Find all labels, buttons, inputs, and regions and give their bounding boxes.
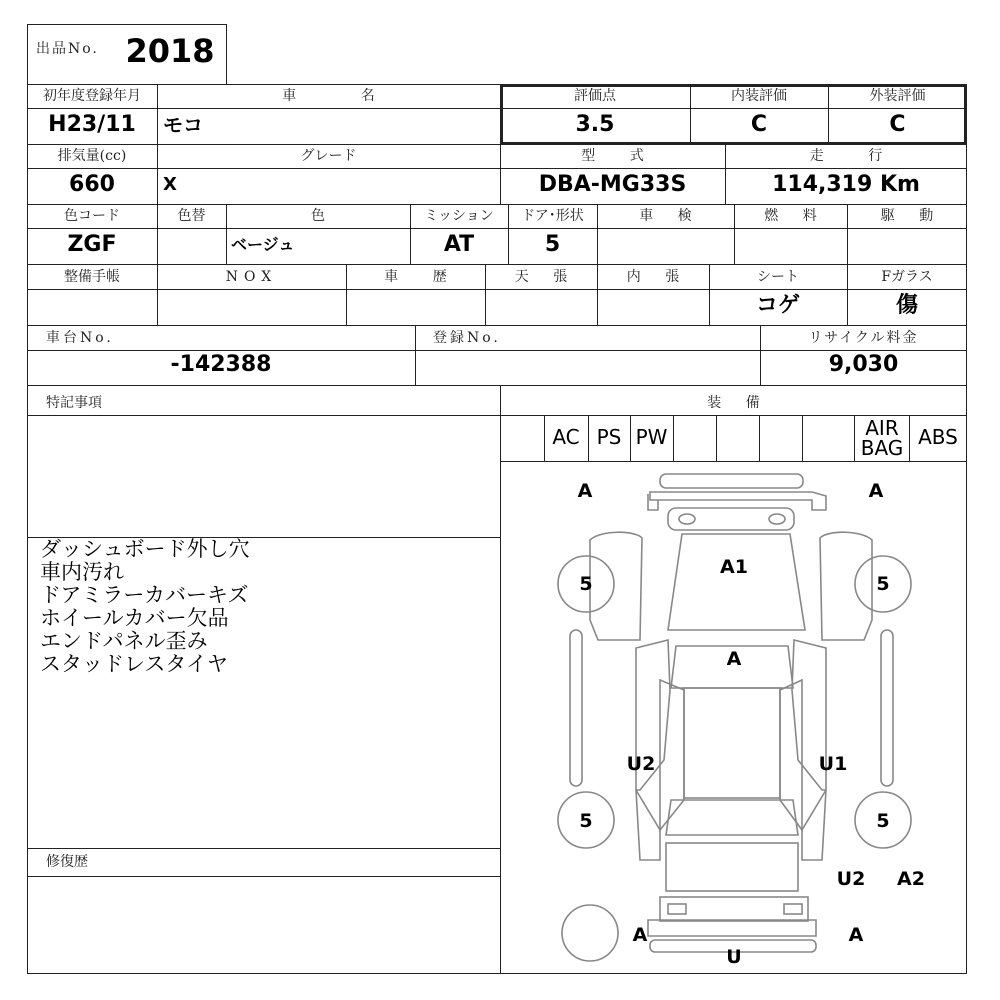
damage-rear-right-corner: A [848, 924, 864, 946]
chassis-no-label: 車台No. [46, 330, 114, 346]
exterior-value: C [889, 112, 906, 137]
lot-label: 出品No. [36, 41, 99, 57]
f-glass-label: Fガラス [881, 269, 933, 285]
note-item: ホイールカバー欠品 [40, 606, 229, 630]
damage-rear-bumper: U [726, 946, 742, 968]
exterior-label: 外装評価 [869, 88, 926, 104]
interior-label: 内装評価 [731, 88, 787, 104]
damage-right-side: U1 [818, 753, 848, 775]
doors-label: ドア･形状 [521, 208, 584, 224]
interior-value: C [750, 112, 768, 137]
special-notes-label: 特記事項 [46, 395, 102, 411]
score-value: 3.5 [575, 112, 615, 137]
tire-rear-left: 5 [579, 810, 593, 832]
note-item: エンドパネル歪み [40, 629, 208, 653]
chassis-no-value: -142388 [170, 352, 272, 377]
equipment-label: 装 備 [707, 395, 760, 411]
color-change-label: 色替 [177, 208, 206, 224]
first-reg-label: 初年度登録年月 [43, 88, 141, 104]
seat-value: コゲ [755, 293, 800, 318]
damage-rear-left-corner: A [632, 924, 648, 946]
tire-rear-right: 5 [876, 810, 890, 832]
fuel-label: 燃 料 [764, 208, 817, 224]
reg-no-label: 登録No. [433, 330, 501, 346]
damage-rear-right-upper: U2 [836, 868, 866, 890]
f-glass-value: 傷 [895, 293, 918, 318]
transmission-value: AT [443, 232, 475, 257]
tire-front-right: 5 [876, 573, 890, 595]
grade-value: X [163, 174, 177, 195]
equipment-ps: PS [596, 425, 622, 449]
damage-windshield: A1 [720, 556, 748, 578]
mileage-value: 114,319 Km [772, 172, 920, 197]
maintenance-label: 整備手帳 [64, 269, 120, 285]
damage-front-left: A [577, 480, 593, 502]
note-item: ドアミラーカバーキズ [40, 583, 249, 607]
recycle-fee-value: 9,030 [828, 352, 899, 377]
color-value: ベージュ [231, 235, 295, 254]
car-name-label: 車 名 [282, 88, 375, 104]
model-type-label: 型 式 [581, 148, 644, 164]
headliner-label: 天 張 [514, 269, 568, 285]
car-name-value: モコ [163, 113, 203, 137]
displacement-label: 排気量(cc) [57, 148, 127, 164]
equipment-airbag: AIR BAG [860, 416, 904, 460]
displacement-value: 660 [69, 172, 115, 197]
mileage-label: 走 行 [809, 148, 883, 164]
score-label: 評価点 [574, 88, 616, 104]
interior-trim-label: 内 張 [626, 269, 680, 285]
transmission-label: ミッション [424, 208, 494, 224]
equipment-abs: ABS [918, 425, 958, 449]
model-type-value: DBA-MG33S [538, 172, 687, 197]
first-reg-value: H23/11 [48, 112, 136, 137]
equipment-ac: AC [552, 425, 580, 449]
color-label: 色 [311, 208, 325, 224]
damage-front-right: A [868, 480, 884, 502]
doors-value: 5 [544, 232, 561, 257]
damage-rear-right: A2 [897, 868, 925, 890]
car-damage-diagram [500, 461, 967, 974]
recycle-fee-label: リサイクル料金 [808, 330, 919, 346]
inspection-label: 車 検 [639, 208, 692, 224]
damage-roof: A [726, 648, 742, 670]
drive-label: 駆 動 [880, 208, 934, 224]
special-notes-list [40, 538, 250, 676]
note-item: ダッシュボード外し穴 [40, 537, 250, 561]
damage-left-side: U2 [626, 753, 656, 775]
tire-front-left: 5 [579, 573, 593, 595]
color-code-value: ZGF [67, 232, 117, 257]
lot-number: 2018 [125, 32, 215, 70]
nox-label: NOX [225, 269, 278, 285]
note-item: 車内汚れ [40, 560, 124, 584]
note-item: スタッドレスタイヤ [40, 652, 228, 676]
equipment-pw: PW [635, 425, 668, 449]
history-label: 車 歴 [384, 269, 447, 285]
seat-label: シート [757, 269, 799, 285]
color-code-label: 色コード [64, 208, 120, 224]
repair-history-label: 修復歴 [46, 854, 88, 870]
grade-label: グレード [300, 148, 357, 164]
